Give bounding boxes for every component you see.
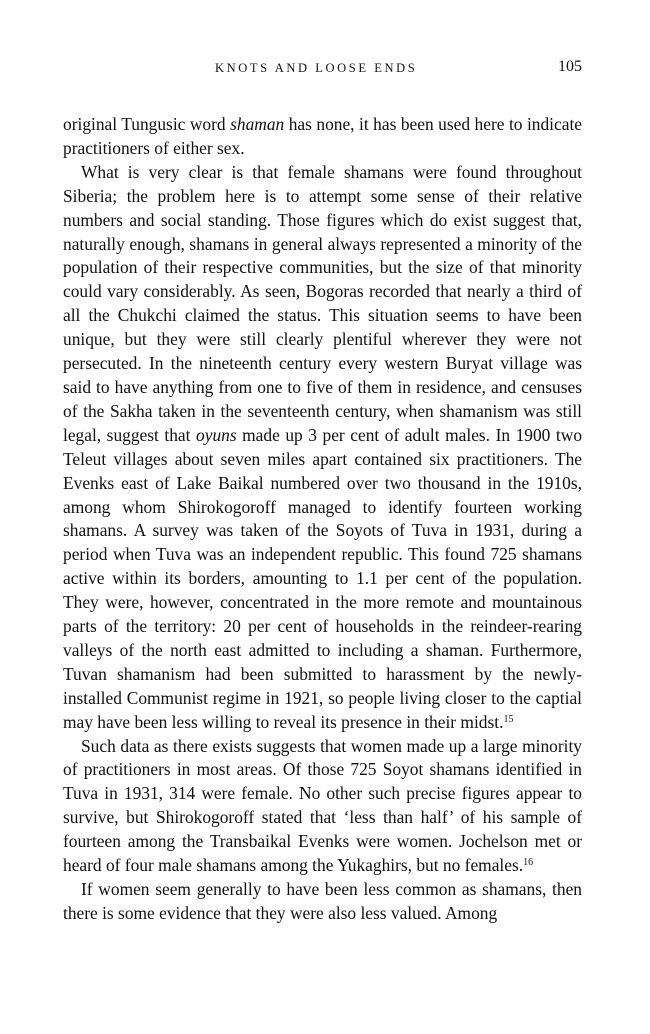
paragraph (63, 878, 582, 926)
text-run: Such data as there exists suggests that women made up a large minority of practitioners in most areas. Of those 725 Soyot shamans identified in Tuva in 1931, 314 were female. No other such precise figures appear to survive, but Shirokogoroff stated that ‘less than half’ of his sample of fourteen among the Transbaikal Evenks were women. Jochelson met or heard of four male shamans among the Yukaghirs, but no females. (63, 735, 582, 876)
text-run: If women seem generally to have been less common as shamans, then there is some evidence that they were also less valued. Among (63, 879, 582, 923)
paragraph (63, 161, 582, 735)
footnote-marker: 15 (503, 713, 514, 725)
text-run: original Tungusic word (63, 114, 231, 134)
text-run: made up 3 per cent of adult males. In 1900 two Teleut villages about seven miles apart contained six practitioners. The Evenks east of Lake Baikal numbered over two thousand in the 1910s, among whom Shirokogoroff managed to identify fourteen working shamans. A survey was taken of the Soyots of Tuva in 1931, during a period when Tuva was an independent republic. This found 725 shamans active within its borders, amounting to 1.1 per cent of the population. They were, however, concentrated in the more remote and mountainous parts of the territory: 20 per cent of households in the reindeer-rearing valleys of the north east admitted to including a shaman. Furthermore, Tuvan shamanism had been submitted to harassment by the newly-installed Communist regime in 1921, so people living closer to the captial may have been less willing to reveal its presence in their midst. (63, 424, 583, 732)
body-text (63, 113, 582, 926)
italic-term: shaman (230, 114, 285, 134)
text-run: has none, it has been used here to indicate practitioners of either sex. (63, 114, 583, 158)
paragraph-continued (63, 113, 582, 161)
footnote-marker: 16 (523, 857, 534, 869)
page-number: 105 (558, 58, 582, 75)
running-head: KNOTS AND LOOSE ENDS (215, 61, 418, 75)
text-run: What is very clear is that female shamans were found throughout Siberia; the problem here is to attempt some sense of their relative numbers and social standing. Those figures which do exist suggest that, naturally enough, shamans in general always represented a minority of the population of their respective communities, but the size of that minority could vary considerably. As seen, Bogoras recorded that nearly a third of all the Chukchi claimed the status. This situation seems to have been unique, but they were still clearly plentiful wherever they were not persecuted. In the nineteenth century every western Buryat village was said to have anything from one to five of them in residence, and censuses of the Sakha taken in the seventeenth century, when shamanism was still legal, suggest that (63, 161, 582, 445)
paragraph (63, 735, 582, 878)
italic-term: oyuns (196, 424, 237, 445)
